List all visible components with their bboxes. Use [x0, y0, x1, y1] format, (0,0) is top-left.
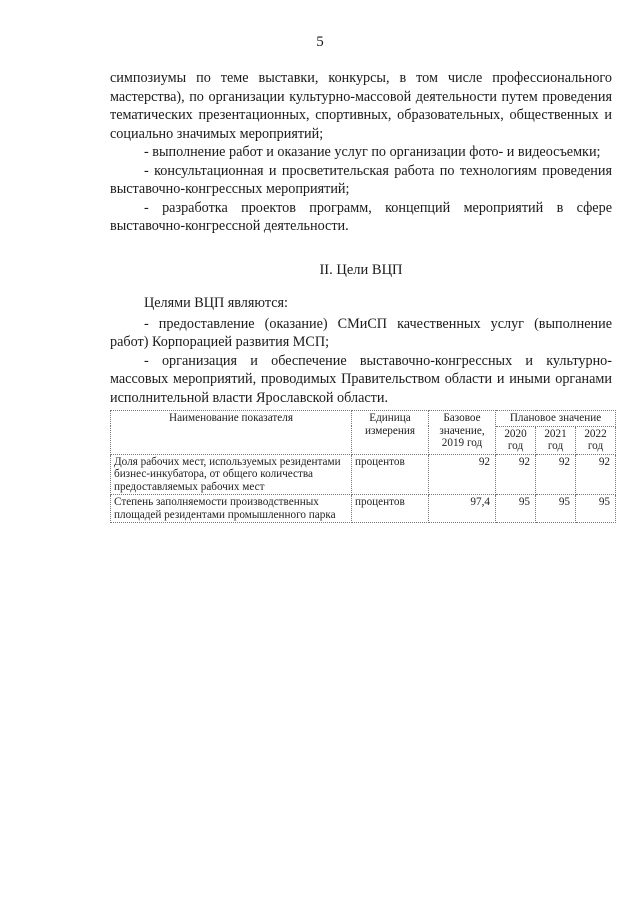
- header-year: 2021 год: [536, 426, 576, 454]
- intro-paragraph: - консультационная и просветительская работа по технологиям проведения выставочно-конгрессных мероприятий;: [110, 162, 612, 197]
- intro-paragraph: - разработка проектов программ, концепций мероприятий в сфере выставочно-конгрессной деятельности.: [110, 199, 612, 234]
- cell-unit: процентов: [352, 495, 429, 523]
- table-row: [111, 454, 616, 495]
- page-number: 5: [316, 34, 324, 50]
- cell-plan-value: 95: [536, 495, 576, 523]
- intro-paragraph: - выполнение работ и оказание услуг по организации фото- и видеосъемки;: [144, 144, 601, 160]
- indicator-table-wrap: [110, 410, 616, 523]
- section-heading: II. Цели ВЦП: [319, 262, 403, 278]
- goals-text-block: [110, 294, 612, 407]
- cell-plan-value: 95: [496, 495, 536, 523]
- cell-base-value: 92: [429, 454, 496, 495]
- cell-base-value: 97,4: [429, 495, 496, 523]
- header-planned: Плановое значение: [496, 411, 616, 427]
- cell-plan-value: 92: [496, 454, 536, 495]
- table-header-row: [111, 411, 616, 427]
- goal-item: - организация и обеспечение выставочно-конгрессных и культурно-массовых мероприятий, проводимых Правительством области и иными органами исполнительной власти Ярославской области.: [110, 352, 612, 406]
- goals-lead: Целями ВЦП являются:: [144, 295, 288, 311]
- intro-text-block: [110, 69, 612, 236]
- header-year: 2022 год: [576, 426, 616, 454]
- goal-item: - предоставление (оказание) СМиСП качественных услуг (выполнение работ) Корпорацией развития МСП;: [110, 315, 612, 350]
- cell-plan-value: 95: [576, 495, 616, 523]
- header-unit: Единица измерения: [352, 411, 429, 455]
- cell-plan-value: 92: [536, 454, 576, 495]
- cell-indicator-name: Степень заполняемости производственных площадей резидентами промышленного парка: [111, 495, 352, 523]
- header-name: Наименование показателя: [111, 411, 352, 455]
- header-year: 2020 год: [496, 426, 536, 454]
- cell-indicator-name: Доля рабочих мест, используемых резидентами бизнес-инкубатора, от общего количества предоставляемых рабочих мест: [111, 454, 352, 495]
- table-row: [111, 495, 616, 523]
- indicator-table: [110, 410, 616, 523]
- intro-paragraph: симпозиумы по теме выставки, конкурсы, в том числе профессионального мастерства), по организации культурно-массовой деятельности путем проведения тематических презентационных, спортивных, образовательных, общественных и социально значимых мероприятий;: [110, 70, 612, 142]
- header-base: Базовое значение, 2019 год: [429, 411, 496, 455]
- cell-plan-value: 92: [576, 454, 616, 495]
- cell-unit: процентов: [352, 454, 429, 495]
